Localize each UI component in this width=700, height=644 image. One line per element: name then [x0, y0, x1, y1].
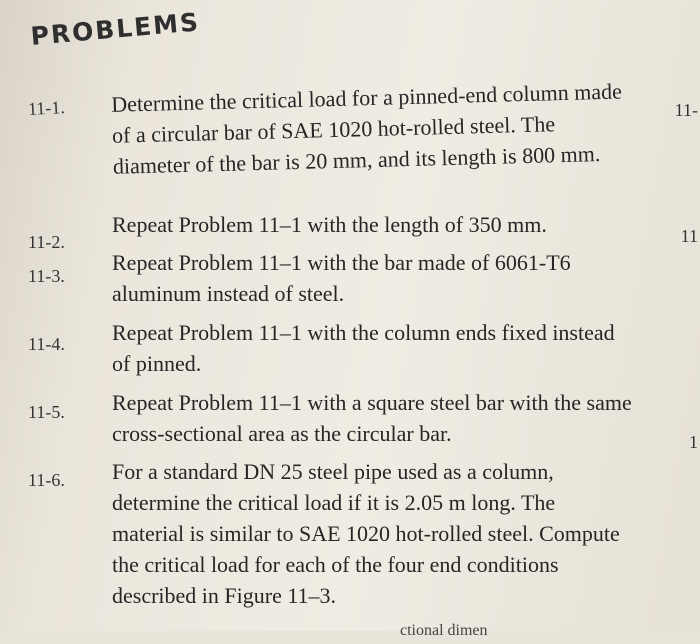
problem-text: Determine the critical load for a pinned-end column made of a circular bar of SAE 1020 hot-rolled steel. The diameter of the bar is 20 mm, and its length is 800 mm. — [110, 78, 623, 179]
problem-text: Repeat Problem 11–1 with the length of 350 mm. — [112, 212, 547, 237]
problem-number: 11-6. — [28, 470, 65, 490]
adjacent-page-fragment: 11 — [680, 226, 698, 246]
problem-text: Repeat Problem 11–1 with a square steel bar with the same cross-sectional area as the circular bar. — [112, 390, 632, 446]
problem-number: 11-2. — [28, 232, 65, 252]
adjacent-page-fragment: 11- — [674, 100, 698, 120]
problem-number: 11-1. — [27, 97, 66, 119]
cut-off-text: ctional dimen — [400, 622, 488, 639]
problem-number: 11-3. — [28, 266, 65, 286]
problem-number: 11-4. — [28, 334, 65, 354]
problem-text: Repeat Problem 11–1 with the column ends fixed instead of pinned. — [112, 320, 615, 376]
adjacent-page-fragment: 1 — [689, 432, 698, 452]
problem-number: 11-5. — [28, 402, 65, 422]
section-heading: PROBLEMS — [29, 7, 202, 52]
problem-text: Repeat Problem 11–1 with the bar made of 6061-T6 aluminum instead of steel. — [112, 250, 571, 306]
problem-text: For a standard DN 25 steel pipe used as a column, determine the critical load if it is 2.05 m long. The material is similar to SAE 1020 hot-rolled steel. Compute the critical load for each of the four end conditions described in Figure 11–3. — [112, 459, 620, 608]
